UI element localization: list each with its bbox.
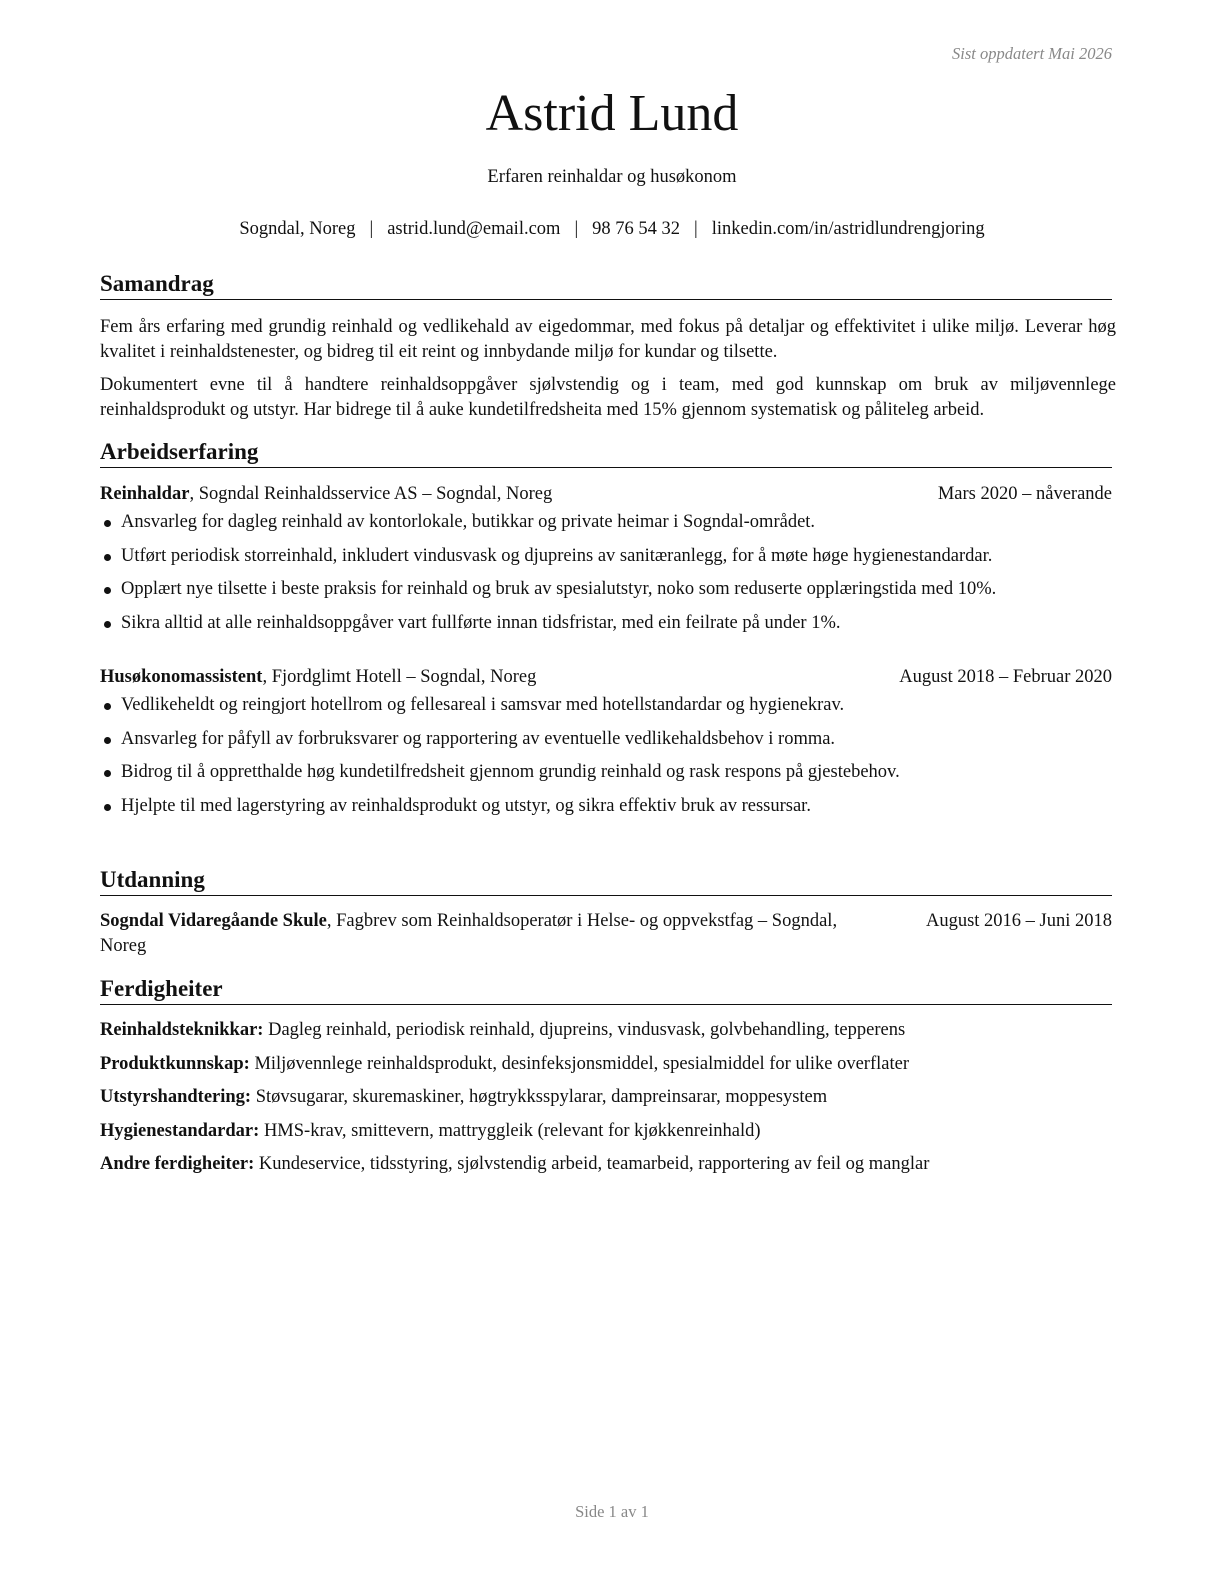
list-item (100, 544, 1116, 569)
contact-separator: | (694, 219, 698, 239)
bullet-text: Opplært nye tilsette i beste praksis for reinhald og bruk av spesialutstyr, noko som reduserte opplæringstida med 10%. (121, 579, 997, 599)
list-item (100, 794, 1116, 819)
skill-value: Dagleg reinhald, periodisk reinhald, djupreins, vindusvask, golvbehandling, tepperens (263, 1020, 906, 1040)
bullet-icon (104, 737, 111, 744)
skill-label: Reinhaldsteknikkar: (100, 1020, 264, 1040)
list-item (100, 693, 1116, 718)
skill-row (100, 1085, 1116, 1110)
bullet-text: Sikra alltid at alle reinhaldsoppgåver vart fullførte innan tidsfristar, med ein feilrate på under 1%. (121, 612, 841, 633)
skill-label: Produktkunnskap: (100, 1053, 250, 1074)
list-item (100, 727, 1116, 752)
page-number: Side 1 av 1 (575, 1502, 649, 1521)
education-header (100, 909, 1112, 959)
skill-row (100, 1119, 1116, 1144)
education-school: Sogndal Vidaregåande Skule (100, 911, 327, 931)
list-item (100, 760, 1116, 785)
job-dates: Mars 2020 – nåverande (937, 484, 1112, 504)
summary-paragraph: Fem års erfaring med grundig reinhald og vedlikehald av eigedommar, med fokus på detaljar og effektivitet i ulike miljø. Leverar høg kvalitet i reinhaldstenester, og bidreg til eit reint og innbydande miljø for kundar og tilsette. (100, 317, 1116, 362)
candidate-name: Astrid Lund (485, 85, 739, 142)
job-bullets (100, 510, 1116, 636)
bullet-icon (104, 703, 111, 710)
job-role-line (100, 482, 552, 507)
section-title-summary: Samandrag (100, 270, 1112, 300)
skill-value: HMS-krav, smittevern, mattryggleik (relevant for kjøkkenreinhald) (259, 1120, 761, 1141)
bullet-text: Hjelpte til med lagerstyring av reinhaldsprodukt og utstyr, og sikra effektiv bruk av ressursar. (121, 795, 811, 816)
contact-phone: 98 76 54 32 (592, 219, 681, 239)
job-entry (100, 482, 1116, 644)
job-dates: August 2018 – Februar 2020 (899, 667, 1112, 687)
contact-separator: | (574, 219, 579, 239)
list-item (100, 577, 1116, 602)
bullet-text: Ansvarleg for påfyll av forbruksvarer og rapportering av eventuelle vedlikehaldsbehov i romma. (121, 728, 836, 749)
skill-value: Kundeservice, tidsstyring, sjølvstendig arbeid, teamarbeid, rapportering av feil og manglar (254, 1154, 930, 1174)
education-detail: , Fagbrev som Reinhaldsoperatør i Helse- og oppvekstfag – Sogndal, Noreg (100, 911, 838, 956)
education-school-line (100, 909, 880, 959)
job-entry (100, 665, 1116, 827)
job-role: Husøkonomassistent (100, 667, 263, 687)
bullet-icon (104, 587, 111, 594)
bullet-text: Utført periodisk storreinhald, inkludert vindusvask og djupreins av sanitæranlegg, for å møte høge hygienestandardar. (121, 545, 993, 566)
contact-location: Sogndal, Noreg (239, 219, 356, 239)
skill-label: Andre ferdigheiter: (100, 1154, 255, 1174)
contact-email[interactable]: astrid.lund@email.com (387, 219, 561, 239)
skill-value: Miljøvennlege reinhaldsprodukt, desinfeksjonsmiddel, spesialmiddel for ulike overflater (249, 1053, 909, 1074)
bullet-icon (104, 621, 111, 628)
section-title-skills: Ferdigheiter (100, 975, 1112, 1005)
bullet-text: Bidrog til å oppretthalde høg kundetilfredsheit gjennom grundig reinhald og rask respons på gjestebehov. (121, 762, 900, 782)
bullet-icon (104, 520, 111, 527)
bullet-icon (104, 770, 111, 777)
list-item (100, 510, 1116, 535)
skill-row (100, 1152, 1116, 1177)
contact-linkedin[interactable]: linkedin.com/in/astridlundrengjoring (711, 219, 985, 239)
summary-paragraph: Dokumentert evne til å handtere reinhaldsoppgåver sjølvstendig og i team, med god kunnskap om bruk av miljøvennlege reinhaldsprodukt og utstyr. Har bidrege til å auke kundetilfredsheita med 15% gjennom systematisk og påliteleg arbeid. (100, 375, 1116, 420)
list-item (100, 611, 1116, 636)
contact-line (0, 219, 1224, 240)
job-header (100, 665, 1112, 690)
job-header (100, 482, 1112, 507)
candidate-subtitle: Erfaren reinhaldar og husøkonom (487, 167, 737, 187)
skill-label: Utstyrshandtering: (100, 1087, 252, 1107)
skills-section (100, 1018, 1116, 1186)
job-bullets (100, 693, 1116, 819)
job-role: Reinhaldar (100, 484, 190, 504)
bullet-text: Ansvarleg for dagleg reinhald av kontorlokale, butikkar og private heimar i Sogndal-området. (121, 512, 816, 532)
section-title-experience: Arbeidserfaring (100, 438, 1112, 468)
bullet-text: Vedlikeheldt og reingjort hotellrom og fellesareal i samsvar med hotellstandardar og hygienekrav. (121, 695, 845, 715)
job-employer: , Sogndal Reinhaldsservice AS – Sogndal, Noreg (189, 484, 553, 504)
summary-section (100, 315, 1116, 431)
education-dates: August 2016 – Juni 2018 (925, 911, 1112, 931)
job-employer: , Fjordglimt Hotell – Sogndal, Noreg (262, 667, 537, 687)
section-title-education: Utdanning (100, 866, 1112, 896)
skill-row (100, 1052, 1116, 1077)
education-entry (100, 909, 1116, 959)
skill-row (100, 1018, 1116, 1043)
last-updated: Sist oppdatert Mai 2026 (952, 44, 1112, 63)
contact-separator: | (369, 219, 374, 239)
bullet-icon (104, 554, 111, 561)
bullet-icon (104, 804, 111, 811)
skill-value: Støvsugarar, skuremaskiner, høgtrykksspylarar, dampreinsarar, moppesystem (251, 1087, 828, 1107)
job-role-line (100, 665, 536, 690)
skill-label: Hygienestandardar: (100, 1120, 260, 1141)
